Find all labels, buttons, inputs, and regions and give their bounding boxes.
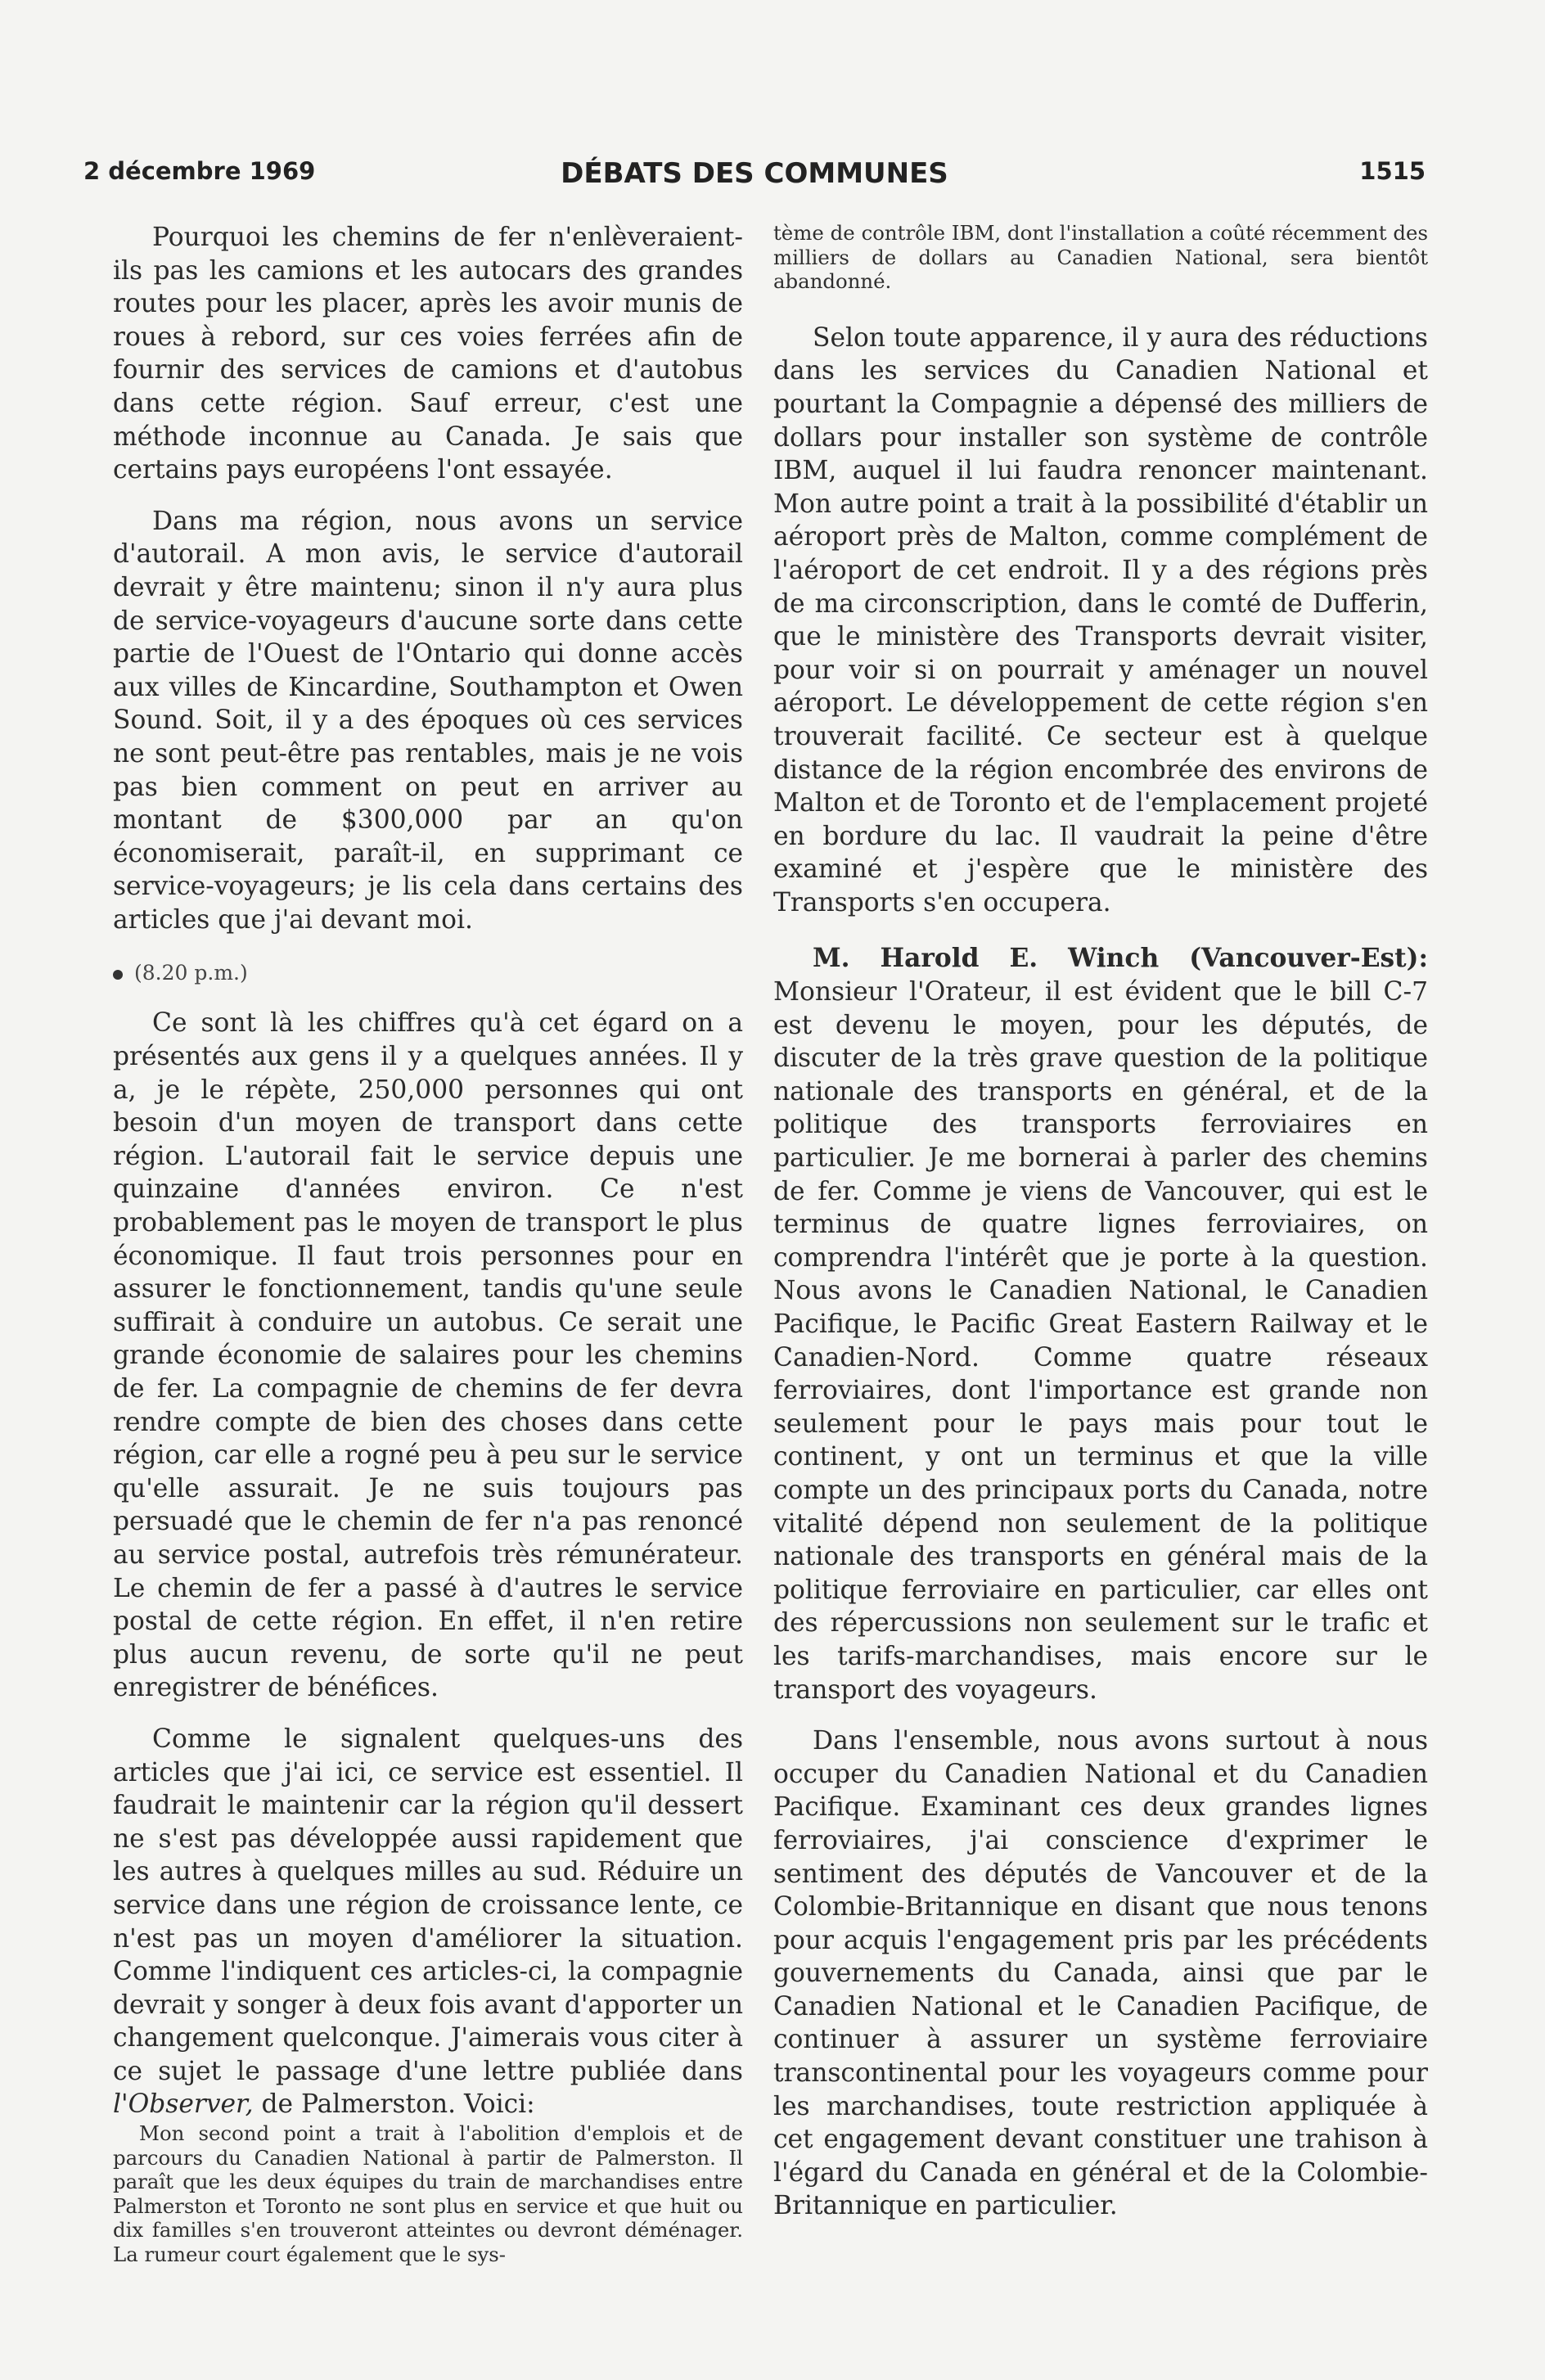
header-title: DÉBATS DES COMMUNES	[561, 157, 948, 190]
timestamp-text: (8.20 p.m.)	[134, 961, 248, 985]
header-date: 2 décembre 1969	[83, 157, 316, 185]
page-number: 1515	[1359, 157, 1426, 185]
paragraph: Dans ma région, nous avons un service d'autorail. A mon avis, le service d'autorail devrait y être maintenu; sinon il n'y aura plus de service-voyageurs d'aucune sorte dans cette partie de l'Ouest de l'Ontario qui donne accès aux villes de Kincardine, Southampton et Owen Sound. Soit, il y a des époques où ces services ne sont peut-être pas rentables, mais je ne vois pas bien comment on peut en arriver au montant de $300,000 par an qu'on économiserait, paraît-il, en supprimant ce service-voyageurs; je lis cela dans certains des articles que j'ai devant moi.	[113, 506, 743, 935]
quoted-letter: Mon second point a trait à l'abolition d'emplois et de parcours du Canadien National à partir de Palmerston. Il paraît que les deux équipes du train de marchandises entre Palmerston et Toronto ne sont plus en service et que huit ou dix familles s'en trouveront atteintes ou devront déménager. La rumeur court également que le sys-	[113, 2121, 743, 2267]
paragraph	[113, 1723, 743, 2121]
paragraph-text-end: de Palmerston. Voici:	[253, 2089, 535, 2120]
paragraph: Ce sont là les chiffres qu'à cet égard on a présentés aux gens il y a quelques années. Il y a, je le répète, 250,000 personnes qui ont besoin d'un moyen de transport dans cette région. L'autorail fait le service depuis une quinzaine d'années environ. Ce n'est probablement pas le moyen de transport le plus économique. Il faut trois personnes pour en assurer le fonctionnement, tandis qu'une seule suffirait à conduire un autobus. Ce serait une grande économie de salaires pour les chemins de fer. La compagnie de chemins de fer devra rendre compte de bien des choses dans cette région, car elle a rogné peu à peu sur le service qu'elle assurait. Je ne suis toujours pas persuadé que le chemin de fer n'a pas renoncé au service postal, autrefois très rémunérateur. Le chemin de fer a passé à d'autres le service postal de cette région. En effet, il n'en retire plus aucun revenu, de sorte qu'il ne peut enregistrer de bénéfices.	[113, 1008, 743, 1703]
paragraph: Selon toute apparence, il y aura des réductions dans les services du Canadien National et pourtant la Compagnie a dépensé des milliers de dollars pour installer son système de contrôle IBM, auquel il lui faudra renoncer maintenant. Mon autre point a trait à la possibilité d'établir un aéroport près de Malton, comme complément de l'aéroport de cet endroit. Il y a des régions près de ma circonscription, dans le comté de Dufferin, que le ministère des Transports devrait visiter, pour voir si on pourrait y aménager un nouvel aéroport. Le développement de cette région s'en trouverait facilité. Ce secteur est à quelque distance de la région encombrée des environs de Malton et de Toronto et de l'emplacement projeté en bordure du lac. Il vaudrait la peine d'être examiné et j'espère que le ministère des Transports s'en occupera.	[773, 322, 1428, 917]
timestamp	[113, 959, 743, 987]
left-column	[113, 221, 743, 2267]
page-header	[83, 157, 1426, 190]
paragraph: Dans l'ensemble, nous avons surtout à nous occuper du Canadien National et du Canadien Pacifique. Examinant ces deux grandes lignes ferroviaires, j'ai conscience d'exprimer le sentiment des députés de Vancouver et de la Colombie-Britannique en disant que nous tenons pour acquis l'engagement pris par les précédents gouvernements du Canada, ainsi que par le Canadien National et le Canadien Pacifique, de continuer à assurer un système ferroviaire transcontinental pour les voyageurs comme pour les marchandises, toute restriction appliquée à cet engagement devant constituer une trahison à l'égard du Canada en général et de la Colombie-Britannique en particulier.	[773, 1726, 1428, 2221]
speaker-name: M. Harold E. Winch (Vancouver-Est):	[813, 944, 1428, 974]
right-column	[773, 221, 1428, 2223]
publication-title: l'Observer,	[113, 2089, 254, 2120]
speech-text: Monsieur l'Orateur, il est évident que le bill C-7 est devenu le moyen, pour les députés, de discuter de la très grave question de la politique nationale des transports en général, et de la politique des transports ferroviaires en particulier. Je me bornerai à parler des chemins de fer. Comme je viens de Vancouver, qui est le terminus de quatre lignes ferroviaires, on comprendra l'intérêt que je porte à la question. Nous avons le Canadien National, le Canadien Pacifique, le Pacific Great Eastern Railway et le Canadien-Nord. Comme quatre réseaux ferroviaires, dont l'importance est grande non seulement pour le pays mais pour tout le continent, y ont un terminus et que la ville compte un des principaux ports du Canada, notre vitalité dépend non seulement de la politique nationale des transports en général mais de la politique ferroviaire en particulier, car elles ont des répercussions non seulement sur le trafic et les tarifs-marchandises, mais encore sur le transport des voyageurs.	[773, 977, 1428, 1705]
bullet-icon	[113, 970, 123, 980]
paragraph-text: Comme le signalent quelques-uns des articles que j'ai ici, ce service est essentiel. Il faudrait le maintenir car la région qu'il dessert ne s'est pas développée aussi rapidement que les autres à quelques milles au sud. Réduire un service dans une région de croissance lente, ce n'est pas un moyen d'améliorer la situation. Comme l'indiquent ces articles-ci, la compagnie devrait y songer à deux fois avant d'apporter un changement quelconque. J'aimerais vous citer à ce sujet le passage d'une lettre publiée dans	[113, 1724, 743, 2086]
quoted-letter-continued: tème de contrôle IBM, dont l'installation a coûté récemment des milliers de dollars au Canadien National, sera bientôt abandonné.	[773, 221, 1428, 294]
paragraph	[773, 942, 1428, 1706]
paragraph: Pourquoi les chemins de fer n'enlèveraient-ils pas les camions et les autocars des grandes routes pour les placer, après les avoir munis de roues à rebord, sur ces voies ferrées afin de fournir des services de camions et d'autobus dans cette région. Sauf erreur, c'est une méthode inconnue au Canada. Je sais que certains pays européens l'ont essayée.	[113, 223, 743, 485]
